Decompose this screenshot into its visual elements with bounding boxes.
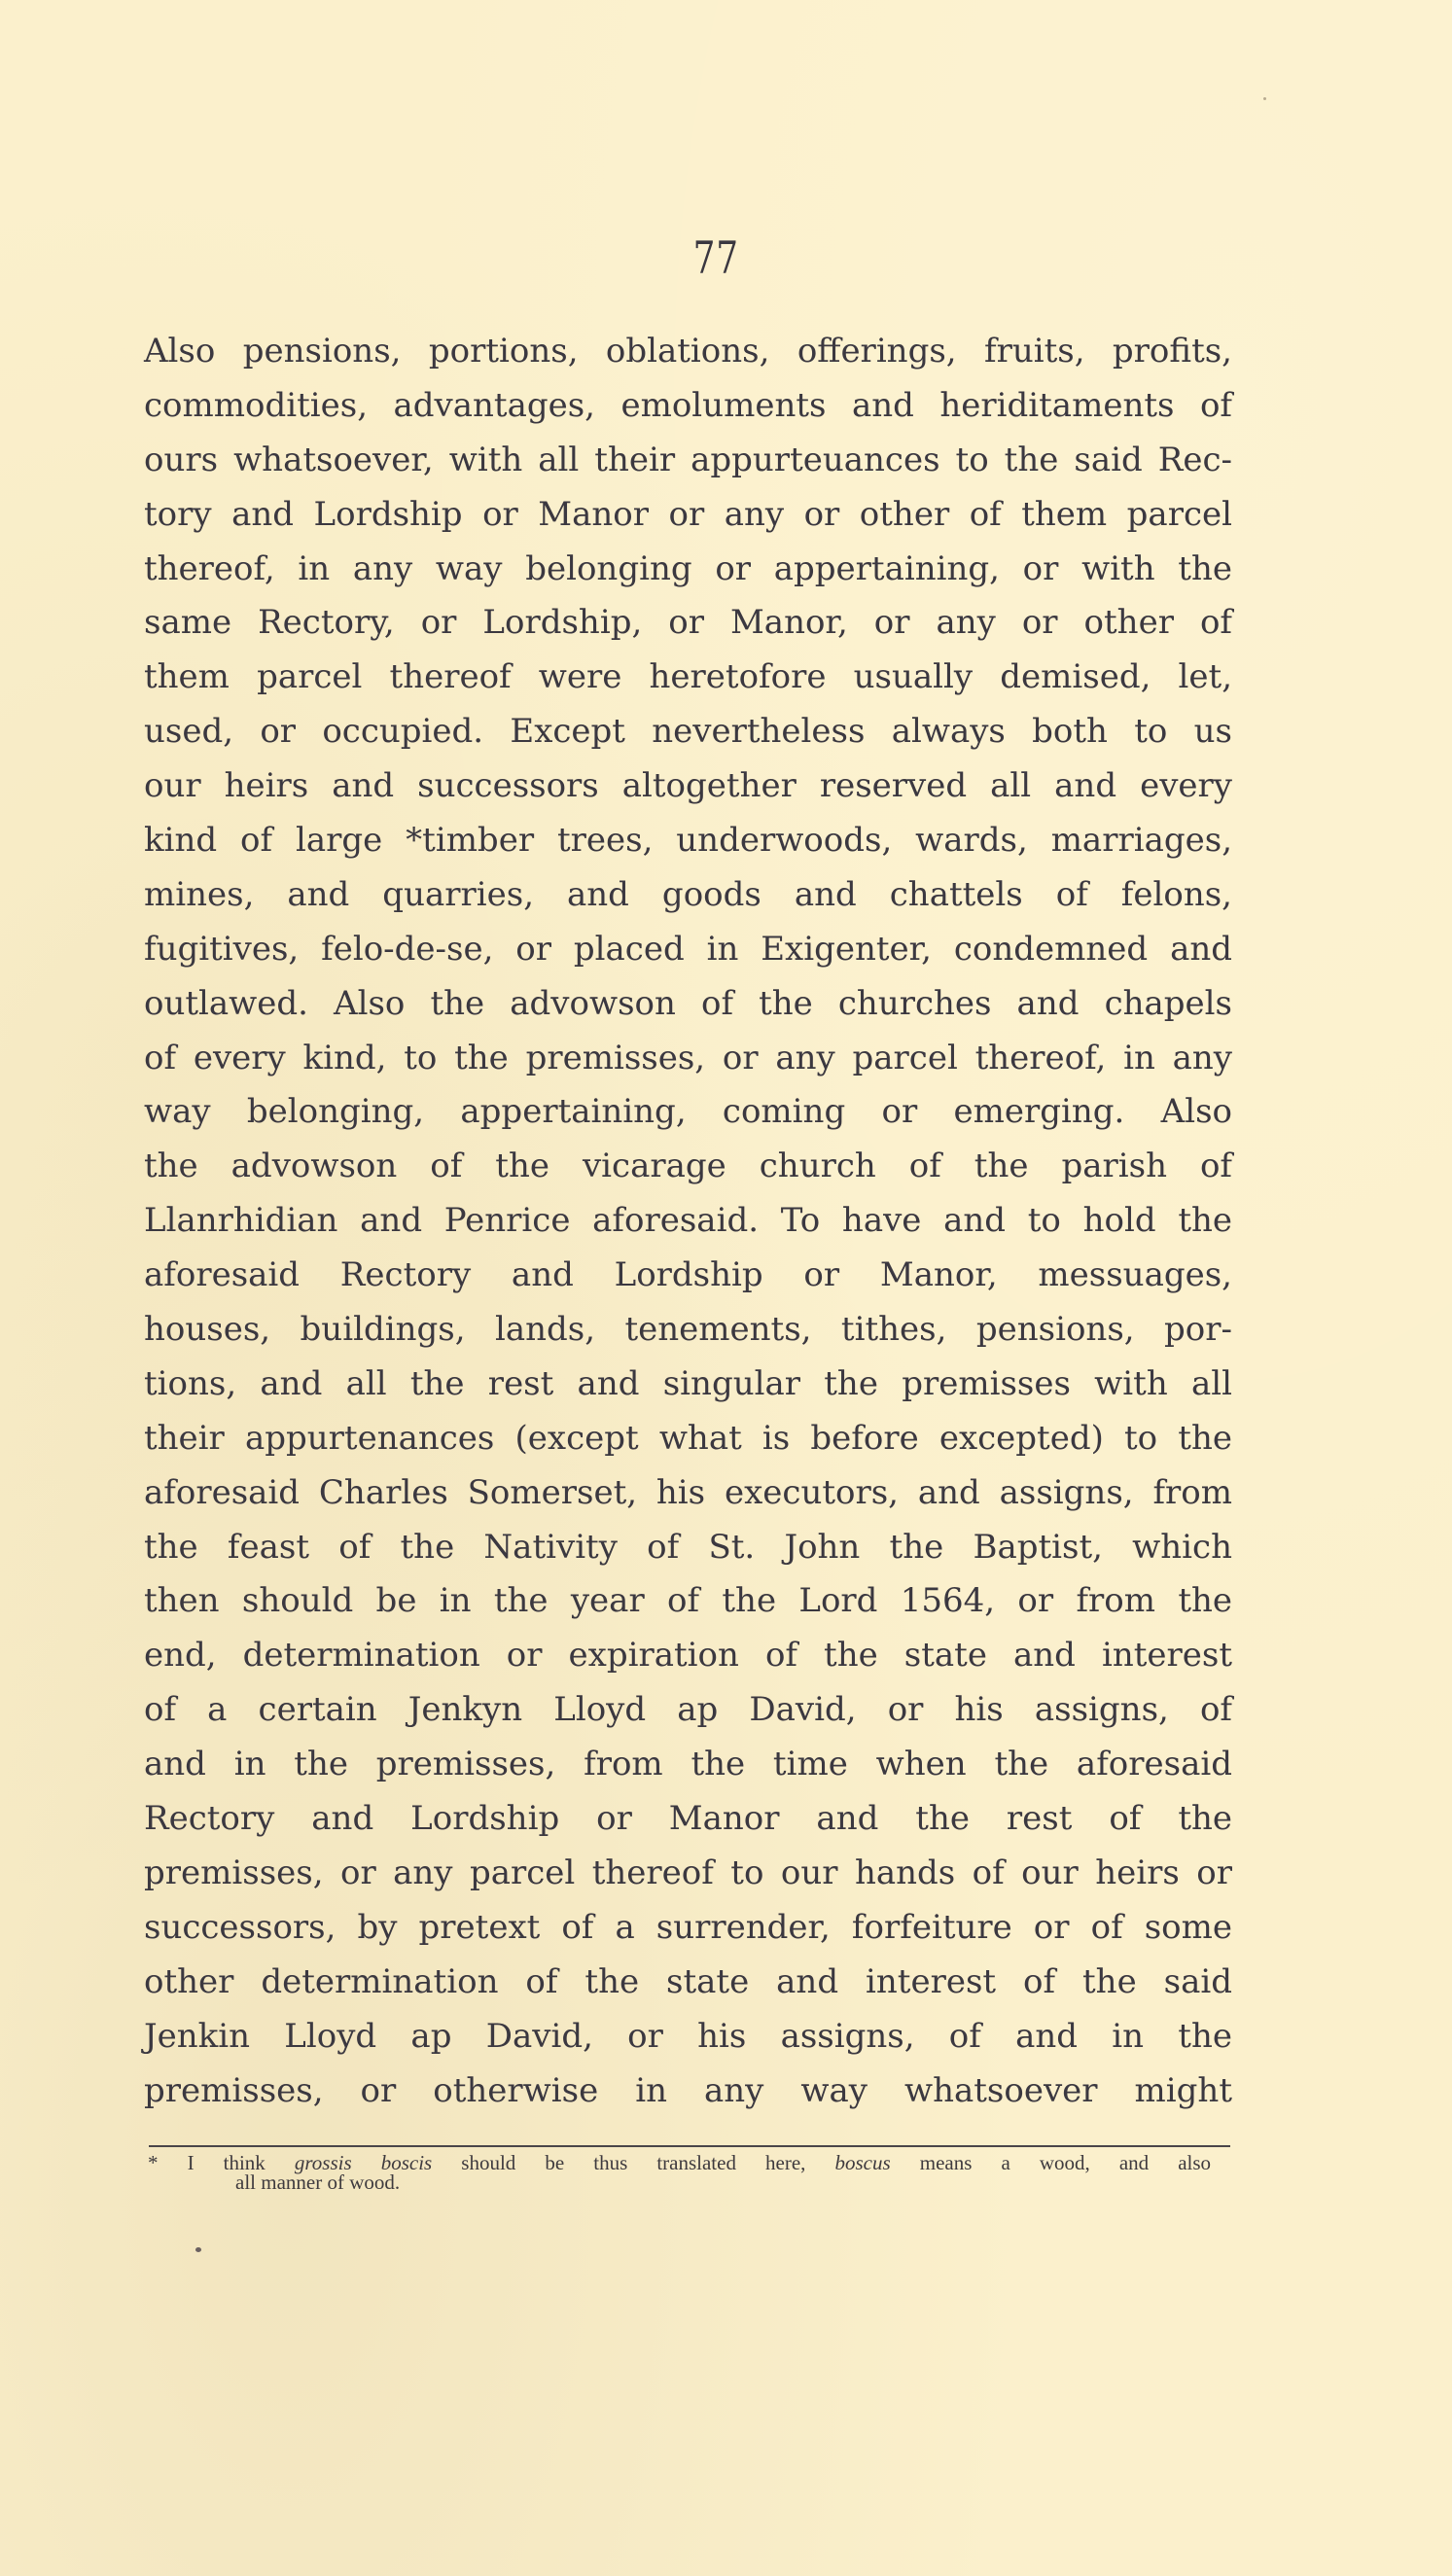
text-line: other determination of the state and interest of the said [144, 1961, 1232, 2001]
text-line: Llanrhidian and Penrice aforesaid. To have and to hold the [144, 1201, 1232, 1241]
text-line: thereof, in any way belonging or appertaining, or with the [144, 548, 1232, 588]
text-line: successors, by pretext of a surrender, forfeiture or of some [144, 1907, 1232, 1947]
text-line: their appurtenances (except what is before excepted) to the [144, 1418, 1232, 1458]
text-line: aforesaid Rectory and Lordship or Manor, messuages, [144, 1255, 1232, 1295]
ink-speck [195, 2247, 201, 2252]
footnote-divider [149, 2145, 1230, 2147]
text-line: same Rectory, or Lordship, or Manor, or any or other of [144, 603, 1232, 643]
text-line: of every kind, to the premisses, or any parcel thereof, in any [144, 1038, 1232, 1077]
text-line: premisses, or otherwise in any way whatsoever might [144, 2070, 1232, 2110]
text-line: kind of large *timber trees, underwoods, wards, marriages, [144, 821, 1232, 861]
paper-speck [1263, 97, 1266, 100]
text-line: tions, and all the rest and singular the premisses with all [144, 1363, 1232, 1403]
footnote-latin-term: grossis boscis [294, 2151, 433, 2174]
text-line: outlawed. Also the advowson of the churches and chapels [144, 983, 1232, 1023]
text-line: used, or occupied. Except nevertheless always both to us [144, 712, 1232, 752]
text-line: Rectory and Lordship or Manor and the rest of the [144, 1799, 1232, 1839]
footnote-latin-term: boscus [834, 2151, 891, 2174]
text-line: end, determination or expiration of the state and interest [144, 1636, 1232, 1676]
footnote-text: means a wood, and also [919, 2151, 1212, 2174]
footnote-line: all manner of wood. [235, 2170, 401, 2194]
text-line: tory and Lordship or Manor or any or other of them parcel [144, 494, 1232, 534]
text-line: them parcel thereof were heretofore usually demised, let, [144, 657, 1232, 697]
text-line: ours whatsoever, with all their appurteuances to the said Rec- [144, 440, 1232, 479]
text-line: our heirs and successors altogether reserved all and every [144, 766, 1232, 806]
text-line: the advowson of the vicarage church of the parish of [144, 1147, 1232, 1186]
body-text [144, 325, 1232, 2118]
text-line: Jenkin Lloyd ap David, or his assigns, of and in the [144, 2016, 1232, 2056]
text-line: and in the premisses, from the time when the aforesaid [144, 1745, 1232, 1784]
text-line: houses, buildings, lands, tenements, tithes, pensions, por- [144, 1310, 1232, 1350]
footnote-marker: * [148, 2151, 159, 2174]
footnote-text: I think [187, 2151, 266, 2174]
text-line: then should be in the year of the Lord 1564, or from the [144, 1581, 1232, 1621]
text-line: of a certain Jenkyn Lloyd ap David, or his assigns, of [144, 1690, 1232, 1730]
text-line: commodities, advantages, emoluments and heriditaments of [144, 385, 1232, 425]
footnote [148, 2153, 1229, 2192]
footnote-text: should be thus translated here, [461, 2151, 806, 2174]
text-line: mines, and quarries, and goods and chattels of felons, [144, 874, 1232, 914]
text-line: way belonging, appertaining, coming or emerging. Also [144, 1092, 1232, 1132]
page-number: 77 [692, 231, 739, 284]
text-line: premisses, or any parcel thereof to our hands of our heirs or [144, 1853, 1232, 1892]
text-line: Also pensions, portions, oblations, offerings, fruits, profits, [144, 332, 1232, 371]
text-line: the feast of the Nativity of St. John the Baptist, which [144, 1527, 1232, 1567]
text-line: fugitives, felo-de-se, or placed in Exigenter, condemned and [144, 929, 1232, 969]
text-line: aforesaid Charles Somerset, his executors, and assigns, from [144, 1472, 1232, 1512]
footnote-line [148, 2153, 1211, 2172]
